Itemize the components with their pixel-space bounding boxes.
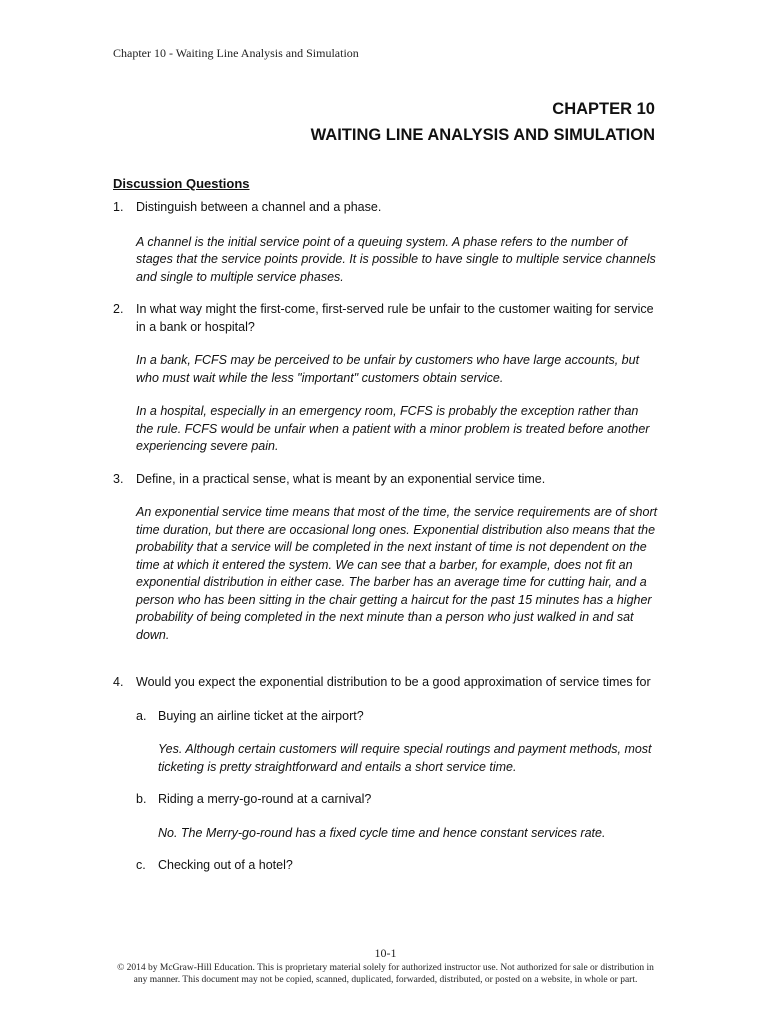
question-number: 2. [113, 302, 124, 316]
question-text: Define, in a practical sense, what is meant by an exponential service time. [136, 471, 546, 486]
answer-paragraph: A channel is the initial service point of a queuing system. A phase refers to the number of stages that the service points provide. It is possible to have single to multiple service channels and single to multiple service phases. [136, 234, 656, 284]
answer-paragraph: An exponential service time means that most of the time, the service requirements are of short time duration, but there are occasional long ones. Exponential distribution also means that the probability that a service will be completed in the next instant of time is not dependent on the time at which it entered the system. We can see that a barber, for example, does not fit an exponential distribution in either case. The barber has an average time for cutting hair, and a person who has been sitting in the chair getting a haircut for the past 15 minutes has a higher probability of being completed in the next minute than a person who just walked in and sat down. [136, 505, 658, 642]
question-text: In what way might the first-come, first-served rule be unfair to the customer waiting for service in a bank or hospital? [136, 302, 654, 334]
sub-question-text: Checking out of a hotel? [158, 858, 293, 872]
sub-question-text: Riding a merry-go-round at a carnival? [158, 792, 372, 806]
sub-question-b [136, 791, 658, 809]
question-number: 1. [113, 200, 124, 214]
question-1 [113, 199, 658, 217]
copyright-notice: © 2014 by McGraw-Hill Education. This is proprietary material solely for authorized instructor use. Not authorized for sale or distribution in any manner. This document may not be copied, scanned, duplicated, forwarded, distributed, or posted on a website, in whole or part. [117, 963, 654, 985]
sub-question-text: Buying an airline ticket at the airport? [158, 708, 364, 723]
question-2 [113, 301, 658, 336]
question-text: Would you expect the exponential distribution to be a good approximation of service times for [136, 675, 651, 689]
running-header: Chapter 10 - Waiting Line Analysis and Simulation [113, 46, 359, 60]
chapter-title: WAITING LINE ANALYSIS AND SIMULATION [310, 126, 655, 144]
sub-answer: Yes. Although certain customers will require special routings and payment methods, most ticketing is pretty straightforward and entails a short service time. [158, 742, 652, 774]
sub-answer: No. The Merry-go-round has a fixed cycle time and hence constant services rate. [158, 825, 606, 840]
sub-question-letter: c. [136, 858, 146, 872]
question-number: 3. [113, 471, 124, 486]
sub-question-c [136, 857, 658, 875]
question-text: Distinguish between a channel and a phase. [136, 200, 382, 214]
sub-question-a [136, 708, 658, 726]
sub-question-letter: a. [136, 708, 147, 723]
sub-question-letter: b. [136, 792, 147, 806]
chapter-heading [311, 96, 655, 148]
answer-paragraph: In a hospital, especially in an emergency room, FCFS is probably the exception rather than the rule. FCFS would be unfair when a patient with a minor problem is treated before another experiencing severe pain. [136, 404, 650, 453]
document-body [113, 199, 658, 875]
section-heading: Discussion Questions [113, 176, 250, 191]
page-number: 10-1 [374, 946, 397, 960]
question-number: 4. [113, 675, 124, 689]
question-4 [113, 674, 658, 692]
question-3 [113, 471, 658, 489]
chapter-number: CHAPTER 10 [552, 100, 655, 118]
answer-paragraph: In a bank, FCFS may be perceived to be unfair by customers who have large accounts, but who must wait while the less "important" customers obtain service. [136, 353, 640, 385]
